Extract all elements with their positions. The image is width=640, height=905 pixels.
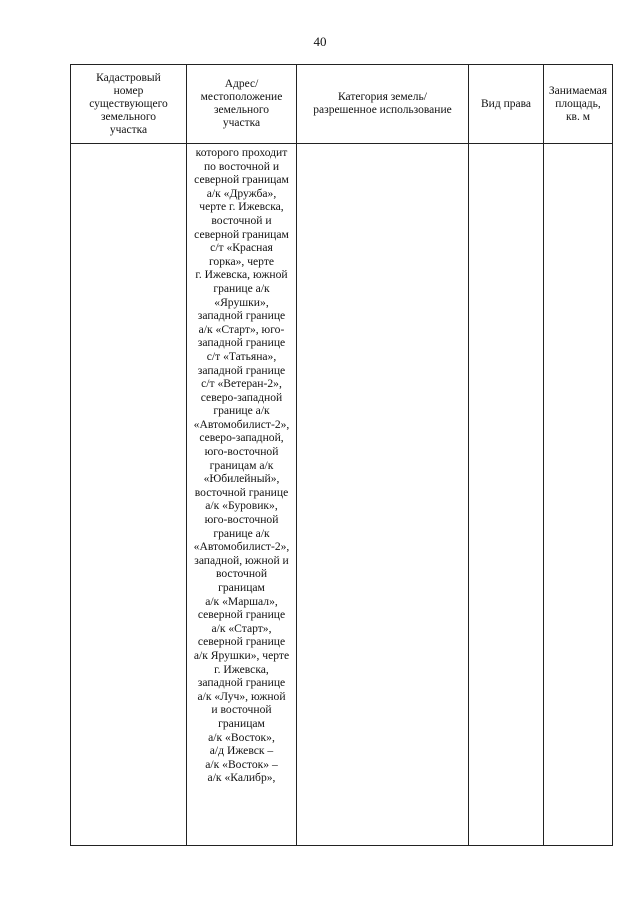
- address-line: с/т «Ветеран-2»,: [201, 377, 282, 391]
- land-plots-table: [70, 64, 613, 846]
- address-line: а/к «Старт»,: [211, 621, 272, 635]
- address-line: границе а/к: [213, 404, 270, 418]
- page-number: 40: [313, 34, 327, 49]
- address-line: восточной и: [211, 213, 272, 227]
- header-address: [187, 65, 297, 144]
- address-line: границе а/к: [213, 281, 270, 295]
- header-cadastral-number: [71, 65, 187, 144]
- header-occupied-area-text: Занимаемая площадь, кв. м: [548, 84, 608, 123]
- header-right-type: [469, 65, 544, 144]
- header-occupied-area: [544, 65, 613, 144]
- cell-land-category: [297, 144, 469, 846]
- address-line: западной границе: [197, 363, 286, 377]
- address-line: а/к «Маршал»,: [205, 594, 278, 608]
- header-land-category: [297, 65, 469, 144]
- address-line: западной границе: [197, 309, 286, 323]
- address-line: западной, южной и: [194, 553, 289, 567]
- address-line: по восточной и: [203, 159, 280, 173]
- address-line: восточной: [215, 567, 268, 581]
- header-land-category-text: Категория земель/ разрешенное использование: [313, 91, 452, 116]
- address-line: границе а/к: [213, 526, 270, 540]
- address-line: а/к Ярушки», черте: [193, 648, 290, 662]
- header-cadastral-number-text: Кадастровый номер существующего земельного участка: [89, 71, 168, 136]
- cell-right-type: [469, 144, 544, 846]
- cell-cadastral-number: [71, 144, 187, 846]
- address-line: а/к «Дружба»,: [206, 186, 277, 200]
- address-line: северной границам: [194, 173, 289, 187]
- table-header-row: [71, 65, 613, 144]
- address-line: северной границе: [197, 608, 286, 622]
- address-line: «Юбилейный»,: [203, 472, 280, 486]
- address-line: северной границам: [194, 227, 289, 241]
- address-line: восточной границе: [194, 485, 289, 499]
- address-line: юго-восточной: [204, 513, 279, 527]
- address-line: «Ярушки»,: [214, 295, 269, 309]
- address-line: а/д Ижевск –: [209, 744, 274, 758]
- address-line: западной границе: [197, 676, 286, 690]
- address-line: и восточной: [211, 703, 272, 717]
- address-line: горка», черте: [208, 254, 275, 268]
- address-line: г. Ижевска,: [214, 662, 269, 676]
- address-line: черте г. Ижевска,: [199, 200, 284, 214]
- address-line: а/к «Восток»,: [208, 730, 275, 744]
- address-line: границам: [218, 716, 265, 730]
- address-line: «Автомобилист-2»,: [193, 540, 290, 554]
- cell-occupied-area: [544, 144, 613, 846]
- address-line: «Автомобилист-2»,: [193, 417, 290, 431]
- address-line: а/к «Буровик»,: [205, 499, 278, 513]
- address-line: границам а/к: [209, 458, 274, 472]
- table-row: [71, 144, 613, 846]
- address-line: северо-западной,: [199, 431, 284, 445]
- address-line: границам: [218, 581, 265, 594]
- address-line: а/к «Восток» –: [205, 757, 278, 771]
- address-line: которого проходит: [195, 146, 288, 159]
- header-address-text: Адрес/ местоположение земельного участка: [200, 78, 283, 129]
- address-line: северо-западной: [200, 390, 283, 404]
- header-right-type-text: Вид права: [481, 97, 531, 110]
- address-line: а/к «Калибр»,: [207, 771, 276, 785]
- address-line: с/т «Красная: [210, 241, 273, 255]
- address-line: а/к «Луч», южной: [197, 689, 286, 703]
- address-line: юго-восточной: [204, 445, 279, 459]
- address-line: г. Ижевска, южной: [195, 268, 288, 282]
- cell-address: [187, 144, 297, 846]
- address-line: западной границе: [197, 336, 286, 350]
- address-line: северной границе: [197, 635, 286, 649]
- address-line: а/к «Старт», юго-: [198, 322, 285, 336]
- address-line: с/т «Татьяна»,: [206, 349, 277, 363]
